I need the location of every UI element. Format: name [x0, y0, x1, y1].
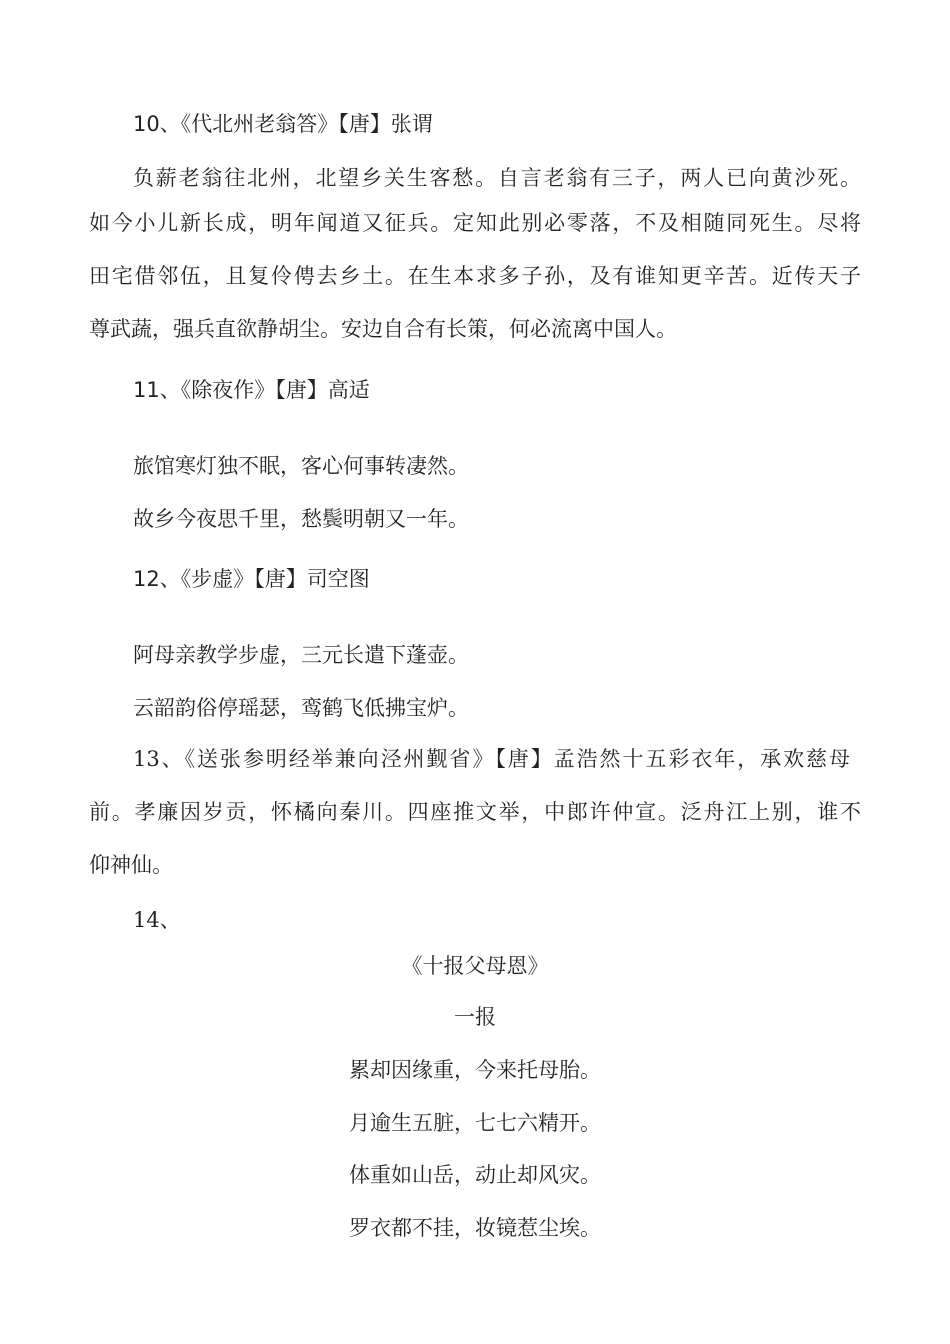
poem-13-heading-line-1: 13、《送张参明经举兼向泾州觐省》【唐】孟浩然十五彩衣年，承欢慈母 [133, 747, 850, 771]
poem-12-heading: 12、《步虚》【唐】司空图 [133, 567, 370, 591]
poem-10-line-3: 田宅借邻伍，且复伶俜去乡土。在生本求多子孙，及有谁知更辛苦。近传天子 [89, 264, 861, 288]
poem-14-line-1: 累却因缘重，今来托母胎。 [349, 1058, 601, 1082]
poem-14-subtitle: 一报 [454, 1005, 496, 1029]
poem-10-line-2: 如今小儿新长成，明年闻道又征兵。定知此别必零落，不及相随同死生。尽将 [89, 211, 861, 235]
poem-10-heading: 10、《代北州老翁答》【唐】张谓 [133, 112, 433, 136]
poem-11-line-1: 旅馆寒灯独不眠，客心何事转凄然。 [133, 454, 469, 478]
poem-11-heading: 11、《除夜作》【唐】高适 [133, 378, 370, 402]
poem-14-line-2: 月逾生五脏，七七六精开。 [349, 1111, 601, 1135]
poem-10-line-4: 尊武蔬，强兵直欲静胡尘。安边自合有长策，何必流离中国人。 [89, 317, 677, 341]
poem-13-line-3: 仰神仙。 [89, 853, 173, 877]
poem-12-line-2: 云韶韵俗停瑶瑟，鸾鹤飞低拂宝炉。 [133, 696, 469, 720]
poem-10-line-1: 负薪老翁往北州，北望乡关生客愁。自言老翁有三子，两人已向黄沙死。 [133, 166, 861, 190]
poem-14-line-4: 罗衣都不挂，妆镜惹尘埃。 [349, 1216, 601, 1240]
poem-11-line-2: 故乡今夜思千里，愁鬓明朝又一年。 [133, 507, 469, 531]
poem-13-line-2: 前。孝廉因岁贡，怀橘向秦川。四座推文举，中郎许仲宣。泛舟江上别，谁不 [89, 800, 861, 824]
poem-12-line-1: 阿母亲教学步虚，三元长遣下蓬壶。 [133, 643, 469, 667]
poem-14-line-3: 体重如山岳，动止却风灾。 [349, 1163, 601, 1187]
poem-14-title: 《十报父母恩》 [401, 954, 549, 978]
poem-14-heading: 14、 [133, 908, 181, 932]
